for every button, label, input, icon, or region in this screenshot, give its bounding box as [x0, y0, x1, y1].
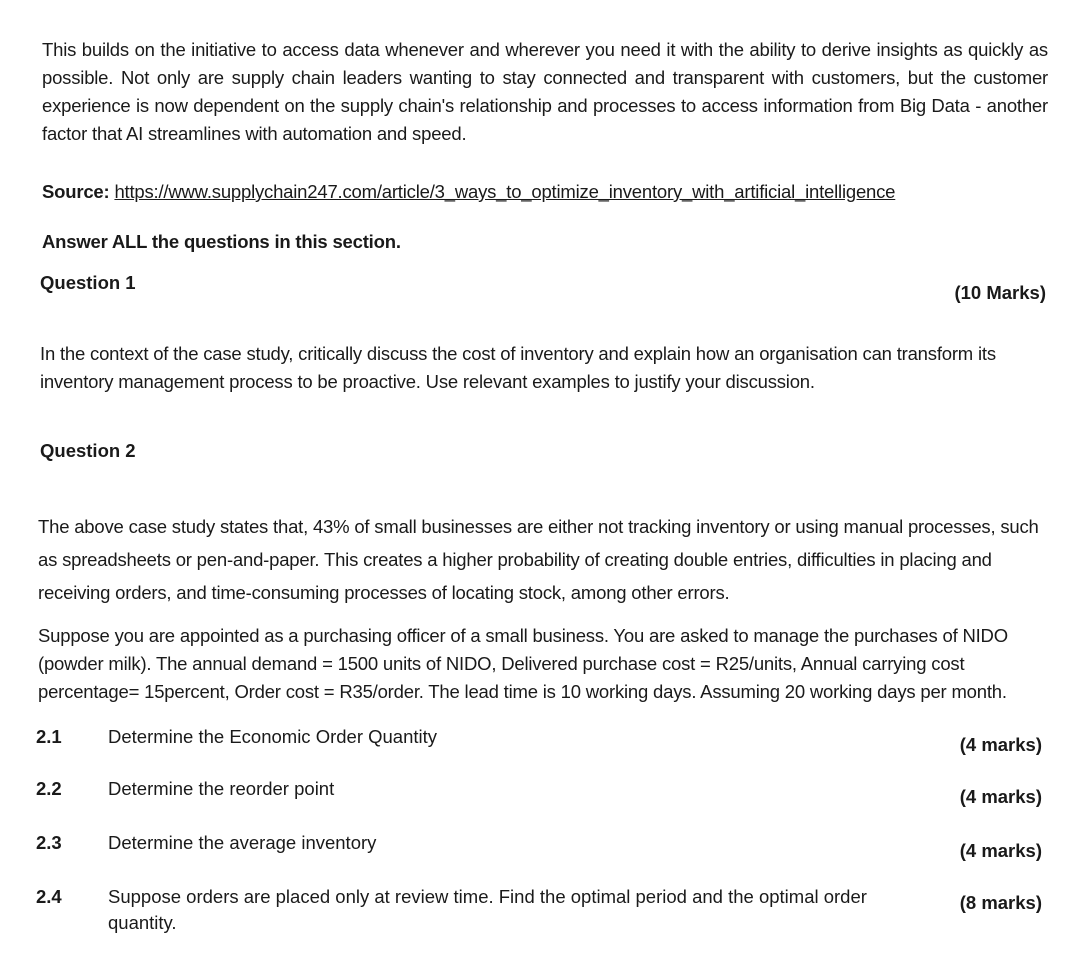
subquestion-number: 2.4	[36, 886, 62, 907]
subquestion-number: 2.2	[36, 778, 62, 799]
subquestion-text: Determine the Economic Order Quantity	[108, 726, 438, 747]
source-label: Source:	[42, 181, 110, 202]
subquestion-marks: (8 marks)	[959, 892, 1042, 913]
question-2-paragraph-1: The above case study states that, 43% of small businesses are either not tracking inventory or using manual processes, such as spreadsheets or pen-and-paper. This creates a higher probability of creating double entries, difficulties in placing and receiving orders, and time-consuming processes of locating stock, among other errors.	[38, 516, 1039, 603]
subquestion-text: Determine the average inventory	[108, 832, 377, 853]
question-2-heading: Question 2	[40, 440, 136, 461]
question-1-marks: (10 Marks)	[954, 282, 1046, 303]
subquestion-number: 2.1	[36, 726, 62, 747]
source-link[interactable]: https://www.supplychain247.com/article/3_ways_to_optimize_inventory_with_artificial_intelligence	[114, 181, 896, 202]
intro-paragraph: This builds on the initiative to access data whenever and wherever you need it with the ability to derive insights as quickly as possible. Not only are supply chain leaders wanting to stay connected and transparent with customers, but the customer experience is now dependent on the supply chain's relationship and processes to access information from Big Data - another factor that AI streamlines with automation and speed.	[42, 39, 1048, 144]
question-1-heading: Question 1	[40, 272, 136, 293]
section-instruction: Answer ALL the questions in this section.	[42, 231, 401, 252]
question-1-text: In the context of the case study, critically discuss the cost of inventory and explain how an organisation can transform its inventory management process to be proactive. Use relevant examples to justify your discussion.	[40, 343, 996, 392]
subquestion-marks: (4 marks)	[959, 786, 1042, 807]
subquestion-marks: (4 marks)	[959, 840, 1042, 861]
subquestion-marks: (4 marks)	[959, 734, 1042, 755]
subquestion-number: 2.3	[36, 832, 62, 853]
source-line	[42, 178, 1048, 206]
subquestion-text: Determine the reorder point	[108, 778, 335, 799]
subquestion-text: Suppose orders are placed only at review time. Find the optimal period and the optimal order quantity.	[108, 886, 867, 933]
question-2-paragraph-2: Suppose you are appointed as a purchasing officer of a small business. You are asked to manage the purchases of NIDO (powder milk). The annual demand = 1500 units of NIDO, Delivered purchase cost = R25/units, Annual carrying cost percentage= 15percent, Order cost = R35/order. The lead time is 10 working days. Assuming 20 working days per month.	[38, 625, 1008, 702]
